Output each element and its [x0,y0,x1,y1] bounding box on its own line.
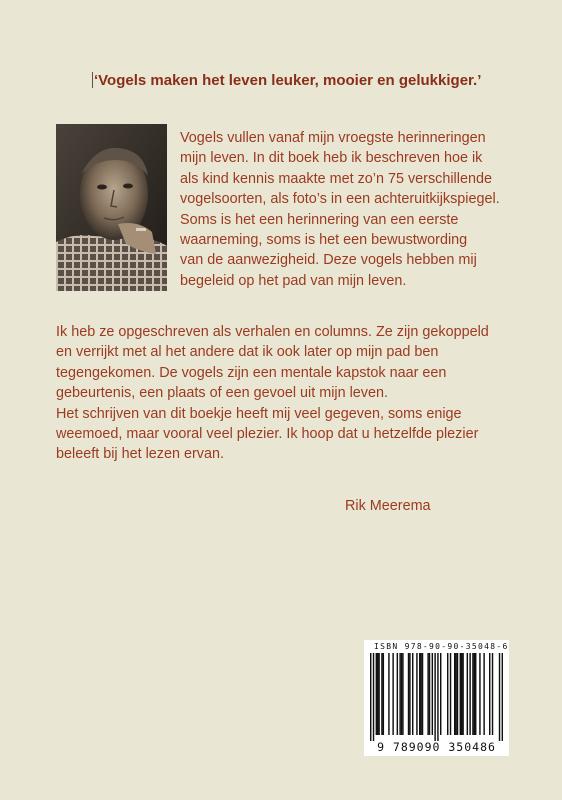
barcode-bar [472,653,473,735]
barcode-bar [483,653,484,735]
barcode-bar [399,653,400,735]
barcode-bar [429,653,430,735]
author-signature: Rik Meerema [345,498,431,514]
text-cursor-mark [92,72,93,88]
barcode-bar [401,653,402,735]
intro-line: begeleid op het pad van mijn leven. [180,272,407,289]
body-paragraph [56,322,526,465]
intro-line: Soms is het een herinnering van een eerste [180,211,459,228]
barcode-bar [502,653,503,741]
barcode-bar [392,653,393,735]
barcode-bar [412,653,413,735]
barcode-bar [434,653,435,741]
barcode-bar [377,653,378,735]
barcode-bar [460,653,461,735]
barcode-bar [469,653,470,735]
body-line: gebeurtenis, een plaats of een gevoel uit mijn leven. [56,385,389,402]
barcode-bar [432,653,433,735]
barcode-bar [475,653,476,735]
barcode-bar [454,653,455,735]
barcode-bar [419,653,420,735]
barcode-bar [450,653,451,735]
barcode-digits: 9 789090 350486 [377,740,496,754]
barcode-bar [370,653,371,741]
barcode-bar [457,653,458,735]
barcode-bar [467,653,468,735]
barcode-bars [370,653,503,741]
barcode-bar [383,653,384,735]
barcode-bar [492,653,493,735]
tagline-text: ‘Vogels maken het leven leuker, mooier en gelukkiger.’ [94,72,482,89]
barcode-bar [381,653,382,735]
tagline-quote [92,72,532,89]
barcode-bar [416,653,417,735]
body-line: en verrijkt met al het andere dat ik ook later op mijn pad ben [56,344,439,361]
barcode-bar [409,653,410,735]
author-portrait-image [56,124,167,291]
barcode-bar [461,653,462,735]
intro-line: mijn leven. In dit boek heb ik beschreven hoe ik [180,150,483,167]
barcode-bar [422,653,423,735]
barcode-bar [474,653,475,735]
barcode-bar [397,653,398,735]
intro-line: van de aanwezigheid. Deze vogels hebben mij [180,252,477,269]
body-line: weemoed, maar vooral veel plezier. Ik hoop dat u hetzelfde plezier [56,426,479,443]
barcode-bar [402,653,403,735]
barcode-bar [479,653,480,735]
barcode-bar [489,653,490,735]
body-line: Het schrijven van dit boekje heeft mij veel gegeven, soms enige [56,405,462,422]
barcode-bar [408,653,409,735]
intro-paragraph [180,128,525,291]
barcode-bar [462,653,463,735]
barcode-bar [373,653,374,741]
barcode-bar [499,653,500,741]
body-line: tegengekomen. De vogels zijn een mentale kapstok naar een [56,364,447,381]
intro-line: Vogels vullen vanaf mijn vroegste herinneringen [180,130,486,146]
barcode-bar [420,653,421,735]
barcode-bar [427,653,428,735]
barcode-bar [447,653,448,735]
body-line: beleeft bij het lezen ervan. [56,446,225,463]
isbn-barcode [364,640,509,756]
barcode-bar [376,653,377,735]
author-photo [56,124,167,291]
intro-line: als kind kennis maakte met zo’n 75 verschillende [180,170,492,187]
body-line: Ik heb ze opgeschreven als verhalen en columns. Ze zijn gekoppeld [56,324,489,340]
isbn-label: ISBN 978-90-90-35048-6 [374,642,509,651]
intro-line: waarneming, soms is het een bewustwording [180,232,468,249]
barcode-bar [437,653,438,741]
barcode-bar [388,653,389,735]
intro-line: vogelsoorten, als foto’s in een achteruitkijkspiegel. [180,191,500,208]
barcode-bar [378,653,379,735]
barcode-bar [455,653,456,735]
barcode-bar [440,653,441,735]
